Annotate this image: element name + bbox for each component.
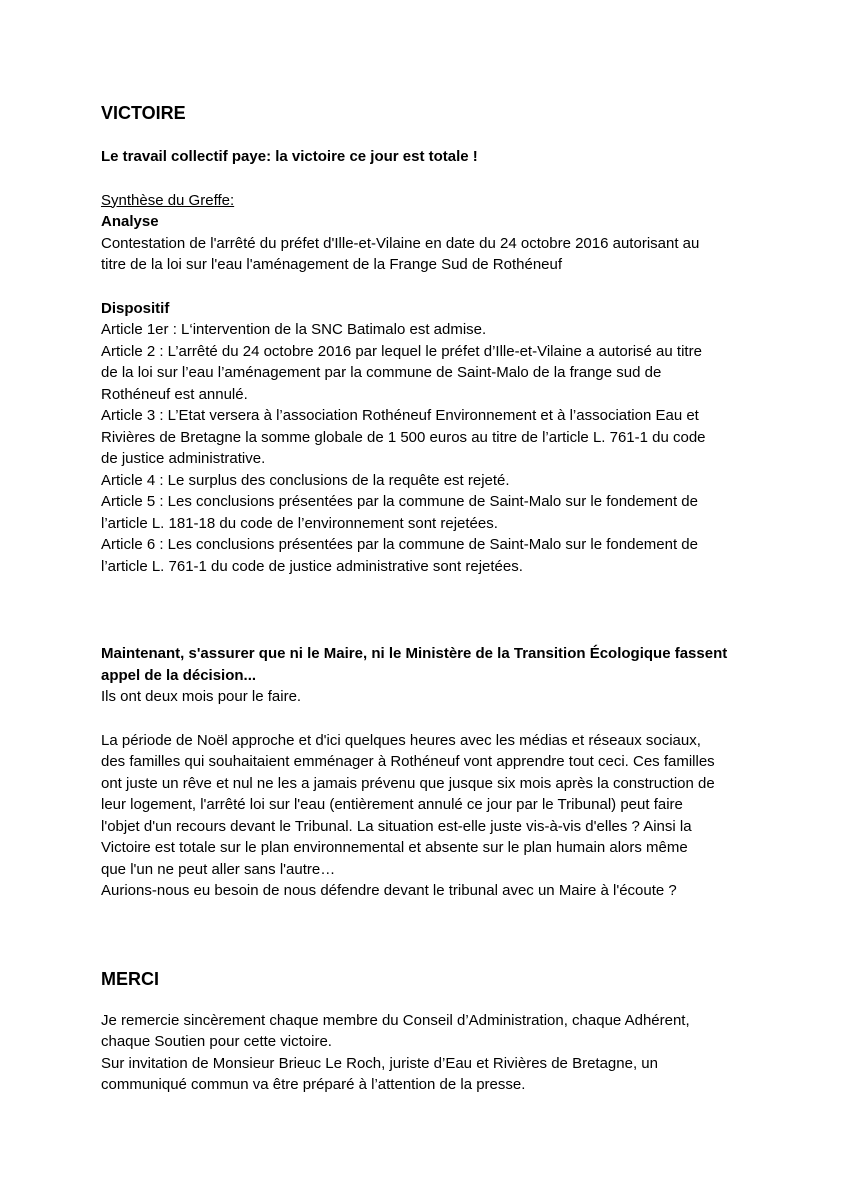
maintenant-heading-line: Maintenant, s'assurer que ni le Maire, ni le Ministère de la Transition Écologique fassent bbox=[101, 645, 728, 662]
victoire-headline: Le travail collectif paye: la victoire ce jour est totale ! bbox=[101, 148, 478, 165]
paragraph-line: leur logement, l'arrêté loi sur l'eau (entièrement annulé ce jour par le Tribunal) peut faire bbox=[101, 796, 683, 813]
maintenant-heading-line: appel de la décision... bbox=[101, 666, 257, 684]
paragraph-line: Victoire est totale sur le plan environnemental et absente sur le plan humain alors même bbox=[101, 839, 688, 856]
dispositif-line: Article 6 : Les conclusions présentées par la commune de Saint-Malo sur le fondement de bbox=[101, 536, 698, 553]
dispositif-line: Article 1er : L‘intervention de la SNC Batimalo est admise. bbox=[101, 321, 487, 338]
merci-line: communiqué commun va être préparé à l’attention de la presse. bbox=[101, 1076, 526, 1093]
dispositif-line: de la loi sur l’eau l’aménagement par la commune de Saint-Malo de la frange sud de bbox=[101, 364, 662, 381]
dispositif-line: Rothéneuf est annulé. bbox=[101, 385, 248, 403]
merci-line: chaque Soutien pour cette victoire. bbox=[101, 1033, 332, 1050]
dispositif-line: Rivières de Bretagne la somme globale de 1 500 euros au titre de l’article L. 761-1 du code bbox=[101, 428, 706, 446]
dispositif-line: Article 5 : Les conclusions présentées par la commune de Saint-Malo sur le fondement de bbox=[101, 493, 698, 510]
victoire-title: VICTOIRE bbox=[101, 103, 186, 123]
paragraph-line: ont juste un rêve et nul ne les a jamais prévenu que jusque six mois après la construction de bbox=[101, 774, 715, 792]
paragraph-line: que l'un ne peut aller sans l'autre… bbox=[101, 860, 336, 878]
merci-line: Je remercie sincèrement chaque membre du Conseil d’Administration, chaque Adhérent, bbox=[101, 1011, 690, 1029]
dispositif-heading: Dispositif bbox=[101, 299, 170, 317]
dispositif-line: de justice administrative. bbox=[101, 450, 266, 467]
paragraph-line: La période de Noël approche et d'ici quelques heures avec les médias et réseaux sociaux, bbox=[101, 731, 701, 749]
paragraph-line: Aurions-nous eu besoin de nous défendre devant le tribunal avec un Maire à l'écoute ? bbox=[101, 882, 677, 899]
maintenant-paragraph bbox=[101, 730, 829, 902]
dispositif-line: Article 3 : L’Etat versera à l’association Rothéneuf Environnement et à l’association Eau et bbox=[101, 407, 699, 424]
dispositif-line: l’article L. 181-18 du code de l’environnement sont rejetées. bbox=[101, 514, 498, 532]
dispositif-line: Article 2 : L’arrêté du 24 octobre 2016 par lequel le préfet d’Ille-et-Vilaine a autorisé au titre bbox=[101, 342, 702, 360]
dispositif-list bbox=[101, 319, 829, 577]
paragraph-line: l'objet d'un recours devant le Tribunal. La situation est-elle juste vis-à-vis d'elles ? Ainsi la bbox=[101, 817, 692, 835]
dispositif-line: Article 4 : Le surplus des conclusions de la requête est rejeté. bbox=[101, 471, 510, 489]
delay-line: Ils ont deux mois pour le faire. bbox=[101, 688, 302, 705]
analyse-line: titre de la loi sur l'eau l'aménagement de la Frange Sud de Rothéneuf bbox=[101, 256, 563, 273]
analyse-heading: Analyse bbox=[101, 213, 159, 230]
paragraph-line: des familles qui souhaitaient emménager à Rothéneuf vont apprendre tout ceci. Ces familles bbox=[101, 753, 715, 770]
dispositif-line: l’article L. 761-1 du code de justice administrative sont rejetées. bbox=[101, 557, 523, 575]
analyse-line: Contestation de l'arrêté du préfet d'Ille-et-Vilaine en date du 24 octobre 2016 autorisant au bbox=[101, 234, 700, 252]
merci-line: Sur invitation de Monsieur Brieuc Le Roch, juriste d’Eau et Rivières de Bretagne, un bbox=[101, 1054, 658, 1072]
synthese-label: Synthèse du Greffe: bbox=[101, 191, 235, 209]
merci-title: MERCI bbox=[101, 968, 159, 989]
analyse-paragraph bbox=[101, 233, 829, 276]
maintenant-heading bbox=[101, 643, 829, 686]
merci-paragraph bbox=[101, 1010, 829, 1096]
